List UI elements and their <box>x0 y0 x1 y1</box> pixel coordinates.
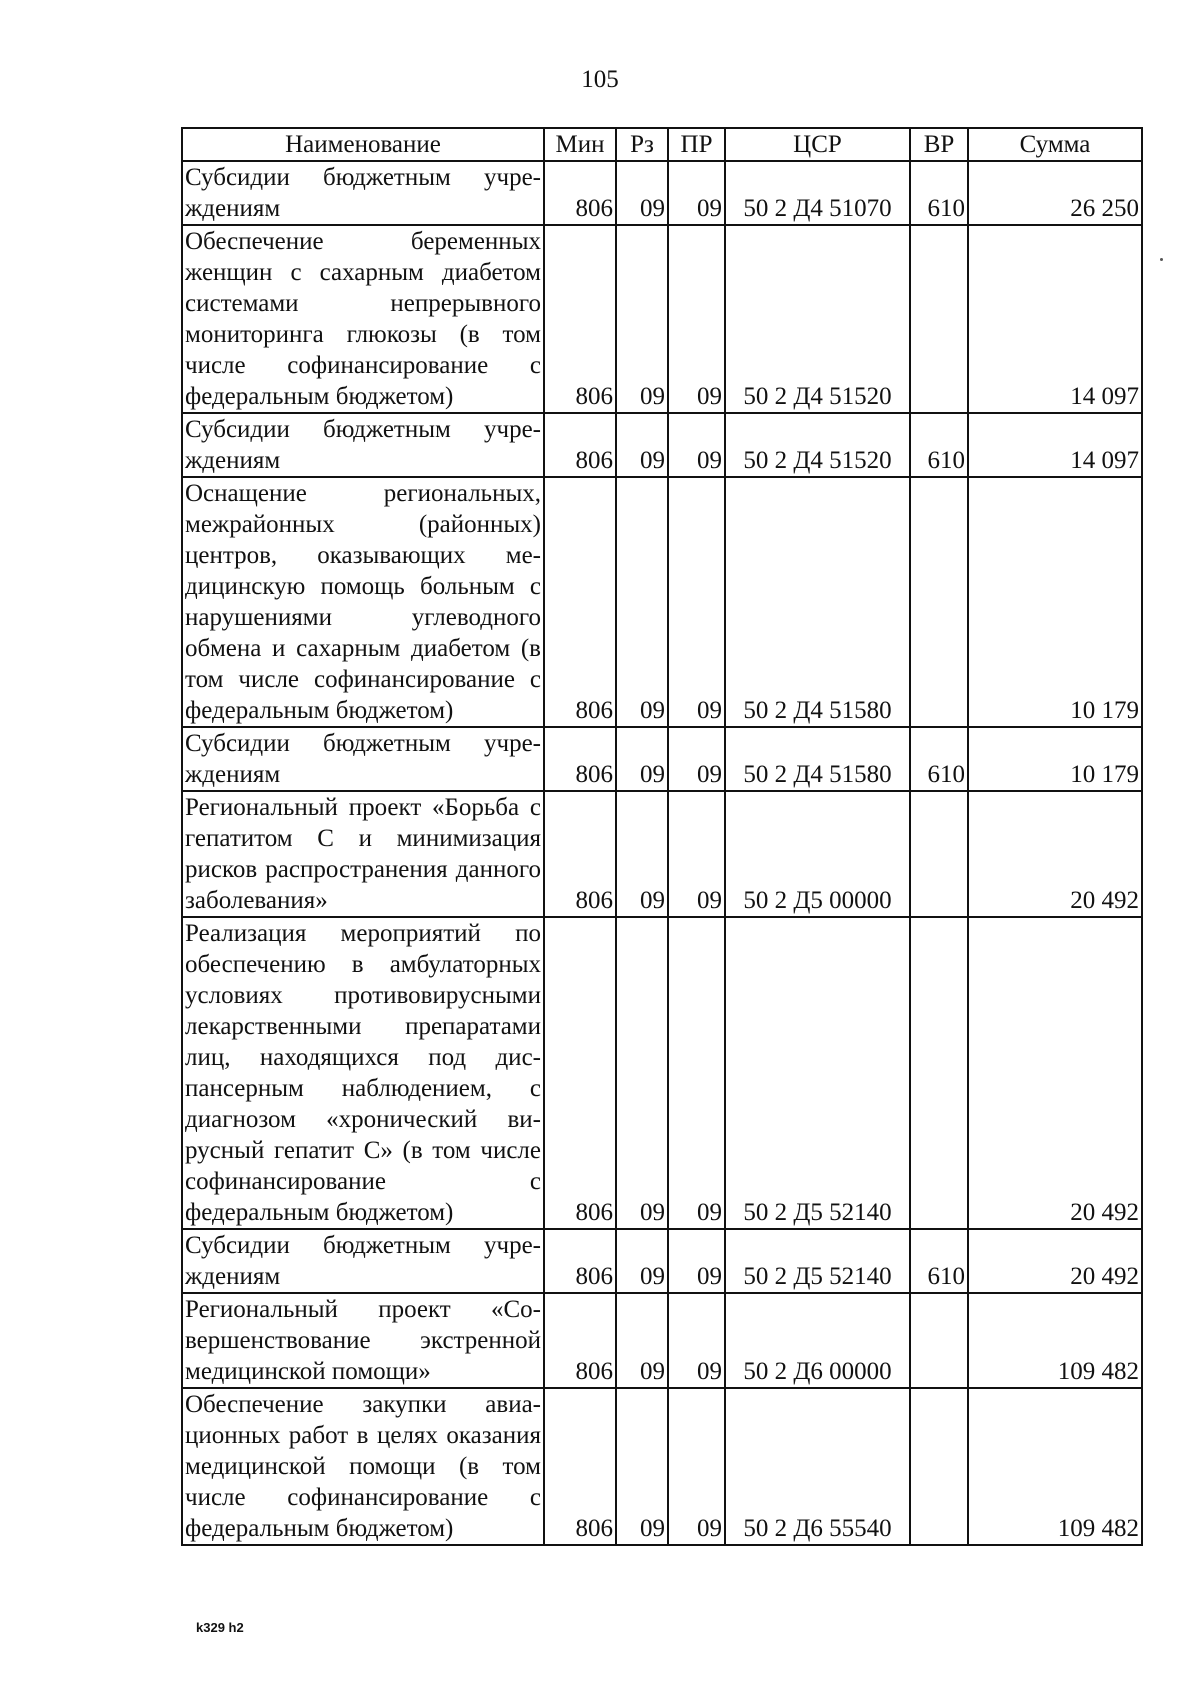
cell-csr: 50 2 Д4 51580 <box>725 477 910 727</box>
cell-vr <box>910 791 968 917</box>
cell-csr: 50 2 Д6 55540 <box>725 1388 910 1545</box>
cell-vr <box>910 477 968 727</box>
cell-min: 806 <box>544 1293 616 1388</box>
cell-vr <box>910 917 968 1229</box>
cell-min: 806 <box>544 477 616 727</box>
page-number: 105 <box>581 66 619 93</box>
budget-table <box>181 127 1143 1546</box>
cell-min: 806 <box>544 1388 616 1545</box>
cell-pr: 09 <box>668 225 725 413</box>
cell-min: 806 <box>544 413 616 477</box>
cell-rz: 09 <box>616 727 668 791</box>
cell-rz: 09 <box>616 477 668 727</box>
cell-sum: 10 179 <box>968 727 1142 791</box>
cell-name: Региональный проект «Борьба с гепатитом С и минимизация рисков распространения данного заболевания» <box>182 791 544 917</box>
cell-min: 806 <box>544 225 616 413</box>
cell-sum: 109 482 <box>968 1293 1142 1388</box>
cell-pr: 09 <box>668 917 725 1229</box>
cell-pr: 09 <box>668 791 725 917</box>
cell-sum: 20 492 <box>968 917 1142 1229</box>
table-row <box>182 161 1142 225</box>
header-sum: Сумма <box>968 128 1142 161</box>
cell-csr: 50 2 Д5 52140 <box>725 917 910 1229</box>
cell-sum: 20 492 <box>968 791 1142 917</box>
cell-rz: 09 <box>616 1293 668 1388</box>
cell-pr: 09 <box>668 1229 725 1293</box>
cell-rz: 09 <box>616 161 668 225</box>
cell-csr: 50 2 Д4 51520 <box>725 225 910 413</box>
header-csr: ЦСР <box>725 128 910 161</box>
cell-name: Обеспечение закупки авиационных работ в целях оказания медицинской помощи (в том числе софинансирование с федеральным бюджетом) <box>182 1388 544 1545</box>
cell-name: Региональный проект «Совершенствование экстренной медицинской помощи» <box>182 1293 544 1388</box>
cell-vr: 610 <box>910 413 968 477</box>
cell-vr <box>910 1388 968 1545</box>
table-row <box>182 477 1142 727</box>
footer-code: k329 h2 <box>196 1620 244 1635</box>
table-row <box>182 791 1142 917</box>
table-row <box>182 413 1142 477</box>
cell-rz: 09 <box>616 917 668 1229</box>
cell-rz: 09 <box>616 791 668 917</box>
table-header-row <box>182 128 1142 161</box>
cell-name: Субсидии бюджетным учреждениям <box>182 1229 544 1293</box>
cell-csr: 50 2 Д5 00000 <box>725 791 910 917</box>
header-min: Мин <box>544 128 616 161</box>
cell-sum: 109 482 <box>968 1388 1142 1545</box>
cell-vr: 610 <box>910 727 968 791</box>
cell-name: Субсидии бюджетным учреждениям <box>182 727 544 791</box>
cell-csr: 50 2 Д4 51520 <box>725 413 910 477</box>
table-row <box>182 1229 1142 1293</box>
cell-sum: 14 097 <box>968 413 1142 477</box>
cell-name: Реализация мероприятий по обеспечению в амбулаторных условиях противовирусными лекарственными препаратами лиц, находящихся под диспансерным наблюдением, с диагнозом «хронический вирусный гепатит С» (в том числе софинансирование с федеральным бюджетом) <box>182 917 544 1229</box>
cell-sum: 20 492 <box>968 1229 1142 1293</box>
cell-min: 806 <box>544 1229 616 1293</box>
cell-csr: 50 2 Д6 00000 <box>725 1293 910 1388</box>
cell-pr: 09 <box>668 1293 725 1388</box>
cell-sum: 10 179 <box>968 477 1142 727</box>
cell-pr: 09 <box>668 477 725 727</box>
cell-min: 806 <box>544 791 616 917</box>
cell-name: Субсидии бюджетным учреждениям <box>182 161 544 225</box>
header-vr: ВР <box>910 128 968 161</box>
cell-rz: 09 <box>616 1229 668 1293</box>
scan-speck <box>1160 258 1163 261</box>
table-row <box>182 917 1142 1229</box>
cell-sum: 26 250 <box>968 161 1142 225</box>
cell-vr: 610 <box>910 161 968 225</box>
cell-vr: 610 <box>910 1229 968 1293</box>
cell-csr: 50 2 Д4 51070 <box>725 161 910 225</box>
cell-min: 806 <box>544 161 616 225</box>
cell-min: 806 <box>544 727 616 791</box>
cell-name: Обеспечение беременных женщин с сахарным диабетом системами непрерывного мониторинга глюкозы (в том числе софинансирование с федеральным бюджетом) <box>182 225 544 413</box>
cell-csr: 50 2 Д4 51580 <box>725 727 910 791</box>
table-row <box>182 225 1142 413</box>
cell-vr <box>910 1293 968 1388</box>
cell-rz: 09 <box>616 413 668 477</box>
cell-csr: 50 2 Д5 52140 <box>725 1229 910 1293</box>
header-rz: Рз <box>616 128 668 161</box>
cell-sum: 14 097 <box>968 225 1142 413</box>
cell-name: Субсидии бюджетным учреждениям <box>182 413 544 477</box>
cell-pr: 09 <box>668 1388 725 1545</box>
table-row <box>182 727 1142 791</box>
cell-name: Оснащение региональных, межрайонных (районных) центров, оказывающих медицинскую помощь больным с нарушениями углеводного обмена и сахарным диабетом (в том числе софинансирование с федеральным бюджетом) <box>182 477 544 727</box>
cell-pr: 09 <box>668 161 725 225</box>
cell-rz: 09 <box>616 225 668 413</box>
cell-pr: 09 <box>668 727 725 791</box>
header-pr: ПР <box>668 128 725 161</box>
cell-pr: 09 <box>668 413 725 477</box>
table-body <box>182 161 1142 1545</box>
table-row <box>182 1293 1142 1388</box>
cell-rz: 09 <box>616 1388 668 1545</box>
header-name: Наименование <box>182 128 544 161</box>
cell-vr <box>910 225 968 413</box>
cell-min: 806 <box>544 917 616 1229</box>
table-row <box>182 1388 1142 1545</box>
